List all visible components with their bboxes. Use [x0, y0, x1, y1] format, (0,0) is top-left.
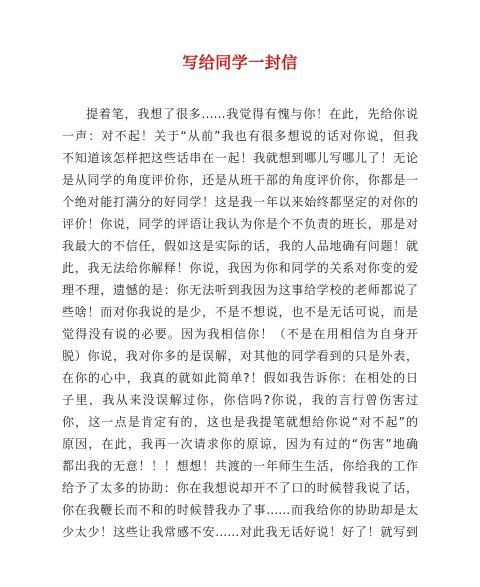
letter-body — [62, 103, 418, 543]
letter-line: 脱）你说，我对你多的是误解，对其他的同学看到的只是外表， — [62, 349, 418, 363]
letter-line: 理不理，遗憾的是：你无法听到我因为这事给学校的老师都说了 — [62, 283, 418, 297]
letter-line: 一声：对不起！关于“从前”我也有很多想说的话对你说，但我 — [62, 129, 418, 143]
letter-line: 评价！你说，同学的评语让我认为你是个不负责的班长，那是对 — [62, 217, 418, 231]
letter-line: 你在我鞭长而不和的时候替我办了事……而我给你的协助却是太 — [62, 503, 418, 517]
letter-line: 觉得没有说的必要。因为我相信你！（不是在用相信为自身开 — [62, 327, 418, 341]
letter-line: 少太少！这些让我常感不安……对此我无话好说！好了！就写到 — [62, 525, 418, 539]
letter-line: 在你的心中，我真的就如此简单?！假如我告诉你：在相处的日 — [62, 371, 418, 385]
letter-line: 你，这一点是肯定有的，这也是我提笔就想给你说“对不起”的 — [62, 415, 418, 429]
letter-line: 个绝对能打满分的好同学！这是我一年以来始终都坚定的对你的 — [62, 195, 418, 209]
letter-title: 写给同学一封信 — [182, 53, 298, 72]
letter-line: 给予了太多的协助：你在我想说却开不了口的时候替我说了话， — [62, 481, 418, 495]
letter-line: 原因，在此，我再一次请求你的原谅，因为有过的“伤害”地确 — [62, 437, 418, 451]
letter-line: 不知道该怎样把这些话串在一起！我就想到哪儿写哪儿了！无论 — [62, 151, 418, 165]
letter-line: 我最大的不信任，假如这是实际的话，我的人品地确有问题！就 — [62, 239, 418, 253]
letter-line: 子里，我从来没误解过你，你信吗?你说，我的言行曾伤害过 — [62, 393, 418, 407]
letter-line: 此，我无法给你解释！你说，我因为你和同学的关系对你变的爱 — [62, 261, 418, 275]
letter-line: 是从同学的角度评价你，还是从班干部的角度评价你，你都是一 — [62, 173, 418, 187]
letter-line: 些啥！而对你我说的是少，不是不想说，也不是无话可说，而是 — [62, 305, 418, 319]
letter-line: 都出我的无意！！！想想！共渡的一年师生生活，你给我的工作 — [62, 459, 418, 473]
letter-line: 提着笔，我想了很多……我觉得有愧与你！在此，先给你说 — [86, 107, 418, 121]
